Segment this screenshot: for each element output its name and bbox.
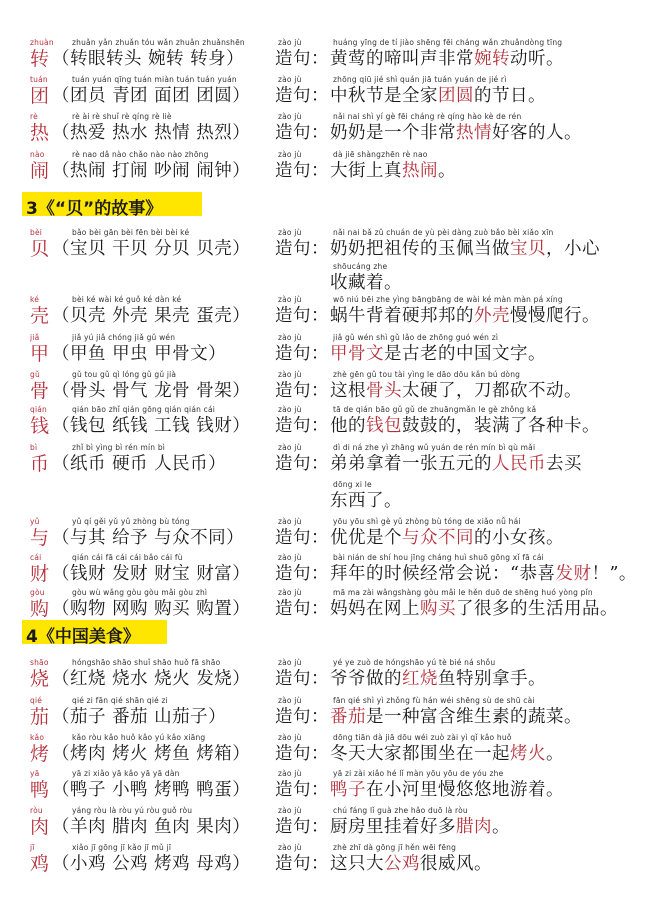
- sentence-highlight: 发财: [555, 564, 592, 584]
- words-pinyin: rè ài rè shuǐ rè qíng rè liè: [72, 112, 172, 121]
- zaoju-pinyin: zào jù: [278, 75, 302, 84]
- word-list: （热爱 热水 热情 热烈）: [52, 123, 251, 143]
- vocab-character: 壳: [30, 305, 50, 327]
- sentence-text: 这只大: [330, 854, 384, 874]
- sentence-pinyin: mā ma zài wǎngshàng gòu mǎi le hěn duō de shēng huó yòng pǐn: [333, 588, 593, 597]
- char-pinyin: rè: [30, 112, 38, 121]
- sentence-highlight: 婉转: [474, 49, 510, 69]
- sentence-pinyin: yōu yōu shì gè yǔ zhòng bù tóng de xiǎo nǚ hái: [333, 517, 521, 526]
- sentence-highlight: 人民币: [492, 454, 546, 474]
- example-sentence: [330, 528, 564, 548]
- vocab-character: 甲: [30, 343, 50, 365]
- words-pinyin: gǔ tou gǔ qì lóng gǔ gǔ jià: [72, 370, 177, 379]
- sentence-highlight: 骨头: [366, 381, 402, 401]
- example-sentence: [330, 564, 637, 584]
- sentence-pinyin: dà jiē shàngzhēn rè nao: [333, 150, 428, 159]
- example-sentence: [330, 599, 618, 619]
- vocab-character: 闹: [30, 160, 50, 182]
- zaoju-pinyin: zào jù: [278, 553, 302, 562]
- sentence-text: 弟弟拿着一张五元的: [330, 454, 492, 474]
- vocab-character: 购: [30, 598, 50, 620]
- char-pinyin: ké: [30, 295, 40, 304]
- sentence-text: 这根: [330, 381, 366, 401]
- sentence-pinyin: yā zi zài xiǎo hé lǐ màn yōu yōu de yóu zhe: [333, 769, 504, 778]
- sentence-text: 了很多的生活用品。: [456, 599, 618, 619]
- sentence-pinyin: chú fáng lǐ guà zhe hǎo duō là ròu: [333, 806, 468, 815]
- word-list: （茄子 番茄 山茄子）: [52, 707, 227, 727]
- words-pinyin: yǔ qí gěi yǔ yǔ zhòng bù tóng: [72, 517, 190, 526]
- vocab-row: [0, 843, 651, 877]
- words-pinyin: yáng ròu là ròu yú ròu guǒ ròu: [72, 806, 193, 815]
- vocab-character: 鸡: [30, 853, 50, 875]
- example-sentence: [330, 344, 546, 364]
- sentence-pinyin: dì di ná zhe yì zhāng wǔ yuán de rén mín bì qù mǎi: [333, 443, 536, 452]
- char-pinyin: yǔ: [30, 517, 40, 526]
- words-pinyin: yā zi xiǎo yā kǎo yā yā dàn: [72, 769, 180, 778]
- word-list: （钱包 纸钱 工钱 钱财）: [52, 416, 251, 436]
- zaoju-label: 造句：: [275, 86, 329, 106]
- words-pinyin: jiǎ yú jiǎ chóng jiǎ gǔ wén: [72, 333, 176, 342]
- word-list: （纸币 硬币 人民币）: [52, 454, 227, 474]
- section-title: [26, 194, 162, 219]
- zaoju-label: 造句：: [275, 454, 329, 474]
- words-pinyin: xiǎo jī gōng jī kǎo jī mǔ jī: [72, 843, 172, 852]
- vocab-row: [0, 405, 651, 439]
- words-pinyin: gòu wù wǎng gòu gòu mǎi gòu zhì: [72, 588, 208, 597]
- zaoju-pinyin: zào jù: [278, 333, 302, 342]
- zaoju-pinyin: zào jù: [278, 658, 302, 667]
- sentence-text: 冬天大家都围坐在一起: [330, 744, 510, 764]
- sentence-continuation: [0, 480, 651, 514]
- sentence-text: 厨房里挂着好多: [330, 817, 456, 837]
- word-list: （红烧 烧水 烧火 发烧）: [52, 669, 251, 689]
- zaoju-label: 造句：: [275, 239, 329, 259]
- words-pinyin: tuán yuán qīng tuán miàn tuán tuán yuán: [72, 75, 237, 84]
- vocab-character: 鸭: [30, 779, 50, 801]
- sentence-text: ，小心: [546, 239, 600, 259]
- char-pinyin: jiǎ: [30, 333, 40, 342]
- zaoju-label: 造句：: [275, 306, 329, 326]
- vocab-character: 烧: [30, 668, 50, 690]
- vocab-row: [0, 696, 651, 730]
- char-pinyin: bì: [30, 443, 38, 452]
- sentence-text: 妈妈在网上: [330, 599, 420, 619]
- vocab-row: [0, 150, 651, 184]
- zaoju-label: 造句：: [275, 528, 329, 548]
- words-pinyin: qián bāo zhǐ qián gōng qián qián cái: [72, 405, 216, 414]
- sentence-text: 爷爷做的: [330, 669, 402, 689]
- sentence-text: 慢慢爬行。: [510, 306, 600, 326]
- sentence-text: 。: [546, 744, 564, 764]
- sentence-text: ！”。: [591, 564, 637, 584]
- zaoju-pinyin: zào jù: [278, 370, 302, 379]
- zaoju-label: 造句：: [275, 669, 329, 689]
- words-pinyin: zhǐ bì yìng bì rén mín bì: [72, 443, 166, 452]
- example-sentence: [330, 86, 546, 106]
- example-sentence: [330, 239, 600, 259]
- word-list: （钱财 发财 财宝 财富）: [52, 564, 251, 584]
- vocab-character: 贝: [30, 238, 50, 260]
- char-pinyin: ròu: [30, 806, 43, 815]
- zaoju-label: 造句：: [275, 381, 329, 401]
- sentence-highlight: 鸭子: [330, 780, 366, 800]
- sentence-text: 很威风。: [420, 854, 492, 874]
- word-list: （购物 网购 购买 购置）: [52, 599, 251, 619]
- sentence-pinyin: nǎi nai shì yí gè fēi cháng rè qíng hào kè de rén: [333, 112, 522, 121]
- char-pinyin: cái: [30, 553, 42, 562]
- words-pinyin: qián cái fā cái cái bǎo cái fù: [72, 553, 183, 562]
- word-list: （热闹 打闹 吵闹 闹钟）: [52, 161, 251, 181]
- example-sentence: 收藏着。: [330, 273, 402, 293]
- zaoju-label: 造句：: [275, 599, 329, 619]
- vocab-character: 烤: [30, 743, 50, 765]
- sentence-pinyin: fān qié shì yì zhǒng fù hán wéi shēng sù de shū cài: [333, 696, 535, 705]
- zaoju-pinyin: zào jù: [278, 150, 302, 159]
- zaoju-pinyin: zào jù: [278, 405, 302, 414]
- sentence-text: 去买: [546, 454, 582, 474]
- sentence-highlight: 与众不同: [402, 528, 474, 548]
- zaoju-pinyin: zào jù: [278, 517, 302, 526]
- vocab-character: 转: [30, 48, 50, 70]
- sentence-text: 优优是个: [330, 528, 402, 548]
- word-list: （烤肉 烤火 烤鱼 烤箱）: [52, 744, 251, 764]
- zaoju-pinyin: zào jù: [278, 806, 302, 815]
- zaoju-label: 造句：: [275, 344, 329, 364]
- vocab-row: [0, 806, 651, 840]
- sentence-pinyin: shōucáng zhe: [333, 262, 388, 271]
- vocab-character: 币: [30, 453, 50, 475]
- sentence-pinyin: zhè gēn gǔ tou tài yìng le dāo dōu kǎn bú dòng: [333, 370, 521, 379]
- zaoju-label: 造句：: [275, 707, 329, 727]
- sentence-pinyin: zhè zhī dà gōng jī hěn wēi fēng: [333, 843, 457, 852]
- zaoju-pinyin: zào jù: [278, 769, 302, 778]
- zaoju-label: 造句：: [275, 416, 329, 436]
- zaoju-pinyin: zào jù: [278, 588, 302, 597]
- sentence-highlight: 红烧: [402, 669, 438, 689]
- word-list: （甲鱼 甲虫 甲骨文）: [52, 344, 227, 364]
- vocab-character: 财: [30, 563, 50, 585]
- example-sentence: [330, 306, 600, 326]
- example-sentence: [330, 381, 582, 401]
- example-sentence: [330, 123, 582, 143]
- sentence-text: 蜗牛背着硬邦邦的: [330, 306, 474, 326]
- char-pinyin: yā: [30, 769, 40, 778]
- example-sentence: [330, 49, 564, 69]
- sentence-text: 奶奶是一个非常: [330, 123, 456, 143]
- sentence-text: 。: [438, 161, 456, 181]
- sentence-highlight: 腊肉: [456, 817, 492, 837]
- sentence-highlight: 番茄: [330, 707, 366, 727]
- sentence-highlight: 团圆: [438, 86, 474, 106]
- word-list: （贝壳 外壳 果壳 蛋壳）: [52, 306, 251, 326]
- sentence-highlight: 公鸡: [384, 854, 420, 874]
- section-name: 《中国美食》: [37, 627, 140, 647]
- sentence-highlight: 甲骨文: [330, 344, 384, 364]
- sentence-text: 中秋节是全家: [330, 86, 438, 106]
- vocab-row: [0, 517, 651, 551]
- sentence-text: 鼓鼓的，装满了各种卡。: [402, 416, 600, 436]
- words-pinyin: bǎo bèi gān bèi fēn bèi bèi ké: [72, 228, 190, 237]
- sentence-pinyin: jiǎ gǔ wén shì gǔ lǎo de zhōng guó wén zì: [333, 333, 499, 342]
- sentence-text: 在小河里慢悠悠地游着。: [366, 780, 564, 800]
- example-sentence: [330, 817, 510, 837]
- sentence-pinyin: tā de qián bāo gǔ gǔ de zhuāngmǎn le gè zhǒng kǎ: [333, 405, 537, 414]
- vocab-character: 热: [30, 122, 50, 144]
- sentence-pinyin: nǎi nai bǎ zǔ chuán de yù pèi dàng zuò bǎo bèi xiǎo xīn: [333, 228, 554, 237]
- char-pinyin: shāo: [30, 658, 49, 667]
- sentence-text: 是古老的中国文字。: [384, 344, 546, 364]
- vocab-row: [0, 733, 651, 767]
- example-sentence: [330, 780, 564, 800]
- sentence-text: 的节日。: [474, 86, 546, 106]
- sentence-highlight: 烤火: [510, 744, 546, 764]
- zaoju-label: 造句：: [275, 744, 329, 764]
- zaoju-label: 造句：: [275, 123, 329, 143]
- sentence-highlight: 宝贝: [510, 239, 546, 259]
- vocab-character: 团: [30, 85, 50, 107]
- section-header: [22, 192, 202, 219]
- vocab-character: 与: [30, 527, 50, 549]
- sentence-text: 拜年的时候经常会说：“恭喜: [330, 564, 556, 584]
- zaoju-label: 造句：: [275, 854, 329, 874]
- vocab-row: [0, 333, 651, 367]
- vocab-row: [0, 38, 651, 72]
- zaoju-label: 造句：: [275, 161, 329, 181]
- char-pinyin: qián: [30, 405, 47, 414]
- char-pinyin: tuán: [30, 75, 48, 84]
- example-sentence: [330, 416, 600, 436]
- words-pinyin: qié zi fān qié shān qié zi: [72, 696, 168, 705]
- section-number: 4: [26, 627, 38, 647]
- word-list: （小鸡 公鸡 烤鸡 母鸡）: [52, 854, 251, 874]
- sentence-text: 太硬了，刀都砍不动。: [402, 381, 582, 401]
- vocab-row: [0, 588, 651, 622]
- zaoju-label: 造句：: [275, 49, 329, 69]
- sentence-continuation: [0, 262, 651, 296]
- zaoju-pinyin: zào jù: [278, 228, 302, 237]
- section-name: 《“贝”的故事》: [37, 199, 163, 219]
- vocab-row: [0, 443, 651, 477]
- vocab-row: [0, 658, 651, 692]
- zaoju-label: 造句：: [275, 780, 329, 800]
- char-pinyin: gòu: [30, 588, 45, 597]
- sentence-pinyin: wō niú bēi zhe yìng bāngbāng de wài ké màn màn pá xíng: [333, 295, 563, 304]
- sentence-highlight: 购买: [420, 599, 456, 619]
- vocab-row: [0, 75, 651, 109]
- sentence-text: 好客的人。: [492, 123, 582, 143]
- sentence-highlight: 热闹: [402, 161, 438, 181]
- zaoju-pinyin: zào jù: [278, 443, 302, 452]
- vocab-row: [0, 370, 651, 404]
- sentence-highlight: 热情: [456, 123, 492, 143]
- zaoju-pinyin: zào jù: [278, 295, 302, 304]
- sentence-highlight: 钱包: [366, 416, 402, 436]
- words-pinyin: rè nao dǎ nào chǎo nào nào zhōng: [72, 150, 209, 159]
- vocab-character: 肉: [30, 816, 50, 838]
- sentence-text: 黄莺的啼叫声非常: [330, 49, 474, 69]
- word-list: （团员 青团 面团 团圆）: [52, 86, 251, 106]
- char-pinyin: bèi: [30, 228, 43, 237]
- char-pinyin: gǔ: [30, 370, 40, 379]
- vocab-row: [0, 228, 651, 262]
- sentence-highlight: 外壳: [474, 306, 510, 326]
- zaoju-pinyin: zào jù: [278, 843, 302, 852]
- zaoju-pinyin: zào jù: [278, 38, 302, 47]
- vocab-character: 茄: [30, 706, 50, 728]
- section-title: [26, 622, 140, 647]
- zaoju-pinyin: zào jù: [278, 112, 302, 121]
- example-sentence: [330, 454, 582, 474]
- char-pinyin: nào: [30, 150, 45, 159]
- words-pinyin: bèi ké wài ké guǒ ké dàn ké: [72, 295, 182, 304]
- word-list: （鸭子 小鸭 烤鸭 鸭蛋）: [52, 780, 251, 800]
- sentence-pinyin: huáng yīng de tí jiào shēng fēi cháng wǎn zhuǎndòng tīng: [333, 38, 563, 47]
- words-pinyin: kǎo ròu kǎo huǒ kǎo yú kǎo xiāng: [72, 733, 206, 742]
- char-pinyin: jī: [30, 843, 35, 852]
- word-list: （骨头 骨气 龙骨 骨架）: [52, 381, 251, 401]
- sentence-pinyin: bài nián de shí hou jīng cháng huì shuō gōng xǐ fā cái: [333, 553, 544, 562]
- vocab-row: [0, 769, 651, 803]
- char-pinyin: zhuàn: [30, 38, 54, 47]
- example-sentence: 东西了。: [330, 491, 402, 511]
- example-sentence: [330, 854, 492, 874]
- sentence-text: 他的: [330, 416, 366, 436]
- sentence-pinyin: dōng tiān dà jiā dōu wéi zuò zài yì qǐ kǎo huǒ: [333, 733, 512, 742]
- example-sentence: [330, 707, 582, 727]
- vocab-character: 骨: [30, 380, 50, 402]
- words-pinyin: zhuǎn yǎn zhuǎn tóu wǎn zhuǎn zhuǎnshēn: [72, 38, 245, 47]
- zaoju-pinyin: zào jù: [278, 696, 302, 705]
- sentence-pinyin: zhōng qiū jié shì quán jiā tuán yuán de jié rì: [333, 75, 507, 84]
- vocab-row: [0, 112, 651, 146]
- vocab-row: [0, 553, 651, 587]
- example-sentence: [330, 744, 564, 764]
- word-list: （羊肉 腊肉 鱼肉 果肉）: [52, 817, 251, 837]
- example-sentence: [330, 161, 456, 181]
- sentence-text: 的小女孩。: [474, 528, 564, 548]
- sentence-pinyin: dōng xi le: [333, 480, 372, 489]
- zaoju-label: 造句：: [275, 817, 329, 837]
- zaoju-label: 造句：: [275, 564, 329, 584]
- section-header: [22, 620, 167, 647]
- zaoju-pinyin: zào jù: [278, 733, 302, 742]
- sentence-text: 奶奶把祖传的玉佩当做: [330, 239, 510, 259]
- sentence-pinyin: yé ye zuò de hóngshāo yú tè bié ná shǒu: [333, 658, 496, 667]
- vocab-row: [0, 295, 651, 329]
- sentence-text: 鱼特别拿手。: [438, 669, 546, 689]
- char-pinyin: kǎo: [30, 733, 45, 742]
- sentence-text: 动听。: [510, 49, 564, 69]
- sentence-text: 是一种富含维生素的蔬菜。: [366, 707, 582, 727]
- sentence-text: 。: [492, 817, 510, 837]
- word-list: （宝贝 干贝 分贝 贝壳）: [52, 239, 251, 259]
- word-list: （转眼转头 婉转 转身）: [52, 49, 245, 69]
- section-number: 3: [26, 199, 38, 219]
- words-pinyin: hóngshāo shāo shuǐ shāo huǒ fā shāo: [72, 658, 221, 667]
- word-list: （与其 给予 与众不同）: [52, 528, 245, 548]
- example-sentence: [330, 669, 546, 689]
- sentence-text: 大街上真: [330, 161, 402, 181]
- vocab-character: 钱: [30, 415, 50, 437]
- char-pinyin: qié: [30, 696, 43, 705]
